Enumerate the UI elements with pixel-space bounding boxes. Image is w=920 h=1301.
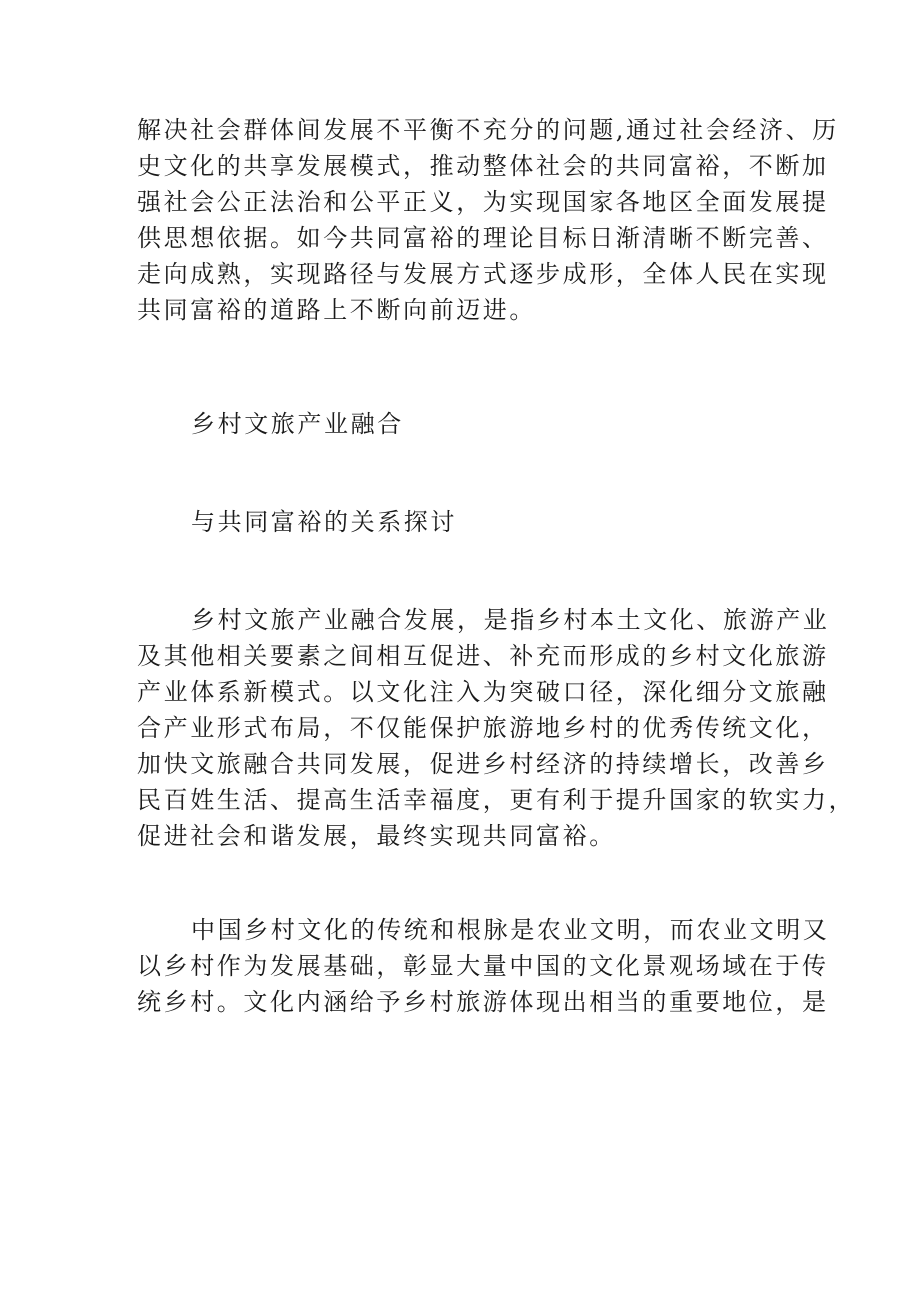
text-line: 促进社会和谐发展，最终实现共同富裕。 [137, 822, 616, 850]
text-line: 解决社会群体间发展不平衡不充分的问题,通过社会经济、历 [137, 116, 839, 144]
section-heading-2: 与共同富裕的关系探讨 [191, 508, 457, 536]
text-line: 产业体系新模式。以文化注入为突破口径，深化细分文旅融 [137, 678, 829, 706]
paragraph-3 [137, 912, 830, 1020]
text-line: 统乡村。文化内涵给予乡村旅游体现出相当的重要地位，是 [137, 988, 829, 1016]
text-line: 合产业形式布局，不仅能保护旅游地乡村的优秀传统文化， [137, 714, 829, 742]
section-heading-1: 乡村文旅产业融合 [191, 410, 404, 438]
text-line: 加快文旅融合共同发展，促进乡村经济的持续增长，改善乡 [137, 750, 829, 778]
text-line: 供思想依据。如今共同富裕的理论目标日渐清晰不断完善、 [137, 224, 829, 252]
text-line: 及其他相关要素之间相互促进、补充而形成的乡村文化旅游 [137, 642, 829, 670]
paragraph-1 [137, 112, 839, 328]
text-line: 史文化的共享发展模式，推动整体社会的共同富裕，不断加 [137, 152, 829, 180]
text-line: 乡村文旅产业融合发展，是指乡村本土文化、旅游产业 [191, 606, 830, 634]
text-line: 以乡村作为发展基础，彰显大量中国的文化景观场域在于传 [137, 952, 829, 980]
text-line: 强社会公正法治和公平正义，为实现国家各地区全面发展提 [137, 188, 829, 216]
document-page [137, 112, 856, 1020]
text-line: 中国乡村文化的传统和根脉是农业文明，而农业文明又 [191, 916, 830, 944]
text-line: 民百姓生活、提高生活幸福度，更有利于提升国家的软实力， [137, 786, 856, 814]
text-line: 共同富裕的道路上不断向前迈进。 [137, 296, 536, 324]
paragraph-2 [137, 602, 856, 854]
text-line: 走向成熟，实现路径与发展方式逐步成形，全体人民在实现 [137, 260, 829, 288]
